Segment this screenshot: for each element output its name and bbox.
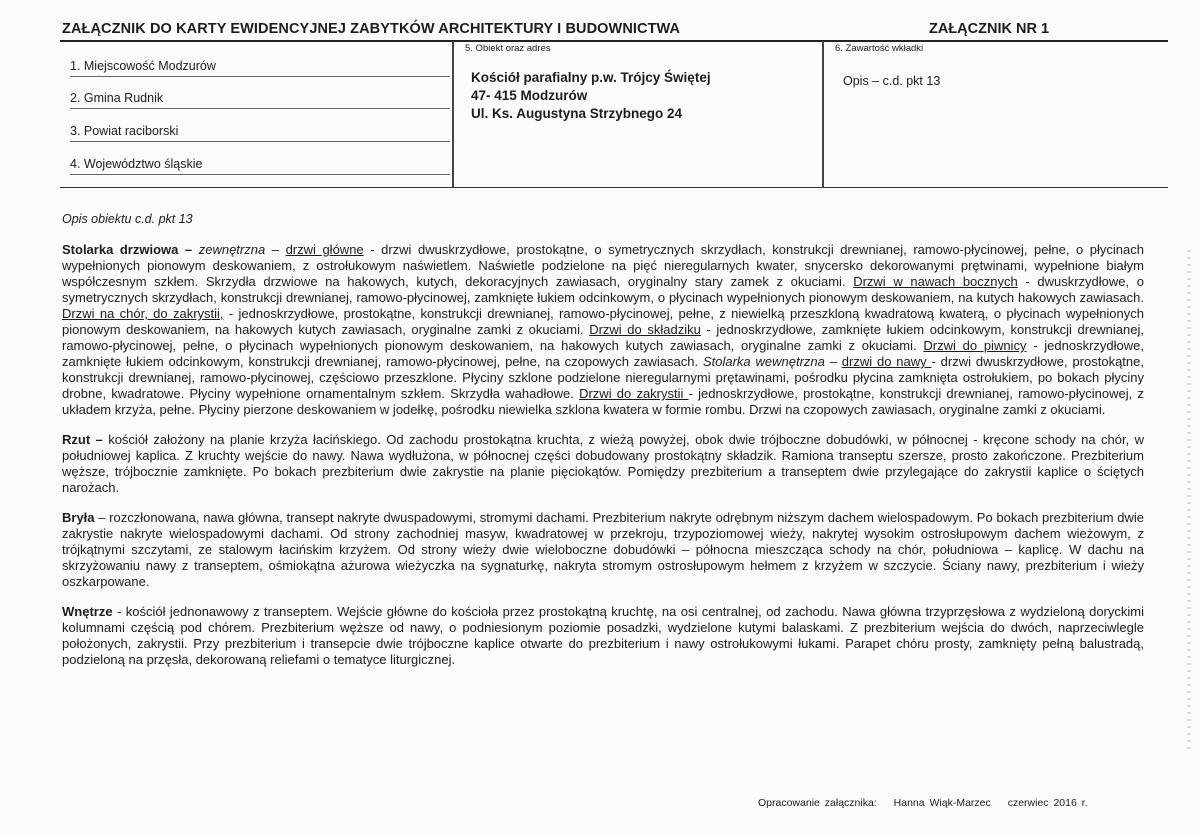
underlined-term: Drzwi na chór, do zakrystii,	[62, 306, 224, 321]
text-run: –	[265, 242, 286, 257]
section-heading: Bryła	[62, 510, 95, 525]
footer-author: Hanna Wiąk-Marzec	[893, 797, 991, 809]
contents-value: Opis – c.d. pkt 13	[843, 74, 941, 88]
underlined-term: Drzwi do zakrystii	[579, 386, 689, 401]
underlined-term: Drzwi do składziku	[589, 322, 701, 337]
underlined-term: Drzwi w nawach bocznych	[853, 274, 1018, 289]
footer-label: Opracowanie załącznika:	[758, 797, 877, 809]
attachment-number: ZAŁĄCZNIK NR 1	[929, 21, 1050, 37]
text-run: - jednoskrzydłowe, prostokątne, konstrukcji drewnianej, ramowo-płycinowej, pełne, z niewielką przeszkloną kwadratową kwaterą, o płycinach wypełnionych pionowym deskowaniem, na hakowych kutych zawiasach, oryginalne zamki z okuciami.	[62, 306, 1144, 337]
contents-cell	[823, 41, 1168, 187]
object-postcode: 47- 415 Modzurów	[471, 88, 588, 103]
field-locality: 1. Miejscowość Modzurów	[70, 59, 450, 77]
field-voivodeship: 4. Województwo śląskie	[70, 157, 450, 175]
section-heading: Wnętrze	[62, 604, 113, 619]
field-commune: 2. Gmina Rudnik	[70, 91, 450, 109]
object-address	[471, 69, 711, 123]
section-heading: Rzut –	[62, 432, 109, 447]
contents-label: 6. Zawartość wkładki	[835, 43, 924, 54]
text-run: - jednoskrzydłowe, prostokątne, konstrukcji drewnianej, ramowo-płycinowej, z układem krzyża, pełne. Płyciny pierzone deskowaniem w jodełkę, pośrodku niewielka szklona kwatera w formie rombu. Drzwi na czopowych zawiasach, oryginalne zamki z okuciami.	[62, 386, 1144, 417]
text-run: - dwuskrzydłowe, o symetrycznych skrzydłach, konstrukcji drewnianej, ramowo-płycinowej, zamknięte łukiem odcinkowym, o płycinach wypełnionych pionowym deskowaniem, na kutych hakowych zawiasach.	[62, 274, 1144, 305]
section-bryla	[62, 510, 1144, 590]
object-street: Ul. Ks. Augustyna Strzybnego 24	[471, 106, 683, 121]
scan-edge-marks	[1187, 250, 1191, 750]
text-run: - drzwi dwuskrzydłowe, prostokątne, konstrukcji drewnianej, ramowo-płycinowej, częściowo przeszklone. Płyciny szklone podzielone nieregularnymi prętawinami, pośrodku płycina zamknięta ostrołukiem, po bokach płyciny drobne, kwadratowe. Płyciny wypełnione ornamentalnym szkłem. Skrzydła wahadłowe.	[62, 354, 1144, 401]
text-run: –	[824, 354, 842, 369]
underlined-term: Drzwi do piwnicy	[923, 338, 1027, 353]
text-run: kościół założony na planie krzyża łacińskiego. Od zachodu prostokątna kruchta, z wieżą powyżej, obok dwie trójboczne dobudówki, w północnej - kręcone schody na chór, w południowej kaplica. Z kruchty wejście do nawy. Nawa wydłużona, w północnej części dobudowany prostokątny składzik. Ramiona transeptu szersze, prosto zakończone. Prezbiterium węższe, trójbocznie zamknięte. Po bokach prezbiterium dwie zakrystie na planie pięciokątów. Pomiędzy prezbiterium a transeptem dwie przylegające do zakrystii kaplice o ściętych narożach.	[62, 432, 1144, 495]
text-run: - kościół jednonawowy z transeptem. Wejście główne do kościoła przez prostokątną kruchtę, na osi centralnej, od zachodu. Nawa główna trzyprzęsłowa z wydzieloną doryckimi kolumnami częścią pod chórem. Prezbiterium węższe od nawy, o podniesionym poziomie posadzki, wydzielone kutymi balaskami. Z prezbiterium wejścia do dwóch, naprzeciwlegle położonych, zakrystii. Przy prezbiterium i transepcie dwie trójboczne kaplice otwarte do prezbiterium i nawy ostrołukowymi łukami. Parapet chóru prosty, zamknięty pełną balustradą, podzieloną na przęsła, dekorowaną reliefami o tematyce liturgicznej.	[62, 604, 1144, 667]
section-heading: Stolarka drzwiowa –	[62, 242, 199, 257]
object-name: Kościół parafialny p.w. Trójcy Świętej	[471, 70, 711, 85]
description-body	[62, 242, 1144, 682]
footer	[758, 797, 1100, 809]
italic-term: Stolarka wewnętrzna	[702, 354, 825, 369]
document-title: ZAŁĄCZNIK DO KARTY EWIDENCYJNEJ ZABYTKÓW ARCHITEKTURY I BUDOWNICTWA	[62, 21, 681, 37]
text-run: - jednoskrzydłowe, zamknięte łukiem odcinkowym, konstrukcji drewnianej, ramowo-płycinowej, pełne, o płycinach wypełnionych pionowym deskowaniem, na hakowych kutych zawiasach, oryginalne zamki z okuciami.	[62, 322, 1144, 353]
italic-term: zewnętrzna	[198, 242, 266, 257]
section-wnetrze	[62, 604, 1144, 668]
description-subtitle: Opis obiektu c.d. pkt 13	[62, 212, 193, 226]
object-address-cell	[453, 41, 822, 187]
footer-date: czerwiec 2016 r.	[1007, 797, 1088, 809]
section-rzut	[62, 432, 1144, 496]
text-run: - drzwi dwuskrzydłowe, prostokątne, o symetrycznych skrzydłach, konstrukcji drewnianej, ramowo-płycinowej, pełne, o płycinach wypełnionych pionowym deskowaniem, z ostrołukowym naświetlem. Naświetle podzielone na pięć nieregularnych kwater, snycersko dekorowanymi prętwinami, wypełnione białym współczesnym szkłem. Skrzydła drzwiowe na hakowych, kutych, dekoracyjnych zawiasach, oryginalny stary zamek z okuciami.	[62, 242, 1144, 289]
field-district: 3. Powiat raciborski	[70, 124, 450, 142]
text-run: – rozczłonowana, nawa główna, transept nakryte dwuspadowymi, stromymi dachami. Prezbiterium nakryte odrębnym niższym dachem wielospadowym. Po bokach prezbiterium dwie zakrystie nakryte wielospadowymi dachami. Od strony zachodniej masyw, kwadratowej w przekroju, trzypoziomowej wieży, nakrytej wysokim ostrosłupowym dachem wieżowym, z trójkątnymi szczytami, ze stalowym łacińskim krzyżem. Od strony wieży dwie wieloboczne dobudówki – północna mieszcząca schody na chór, południowa – kaplicę. W dachu na skrzyżowaniu nawy z transeptem, ośmiokątna ażurowa wieżyczka na sygnaturkę, nakryta stromym ostrosłupowym hełmem z krzyżem w szczycie. Ściany nawy, prezbiterium i wieży oszkarpowane.	[62, 510, 1144, 589]
location-fields	[60, 41, 452, 187]
text-run: - jednoskrzydłowe, zamknięte łukiem odcinkowym, konstrukcji drewnianej, ramowo-płycinowej, pełne, na czopowych zawiasach.	[62, 338, 1144, 369]
underlined-term: drzwi główne	[285, 242, 364, 257]
object-label: 5. Obiekt oraz adres	[465, 43, 551, 54]
section-stolarka	[62, 242, 1144, 418]
underlined-term: drzwi do nawy	[841, 354, 932, 369]
